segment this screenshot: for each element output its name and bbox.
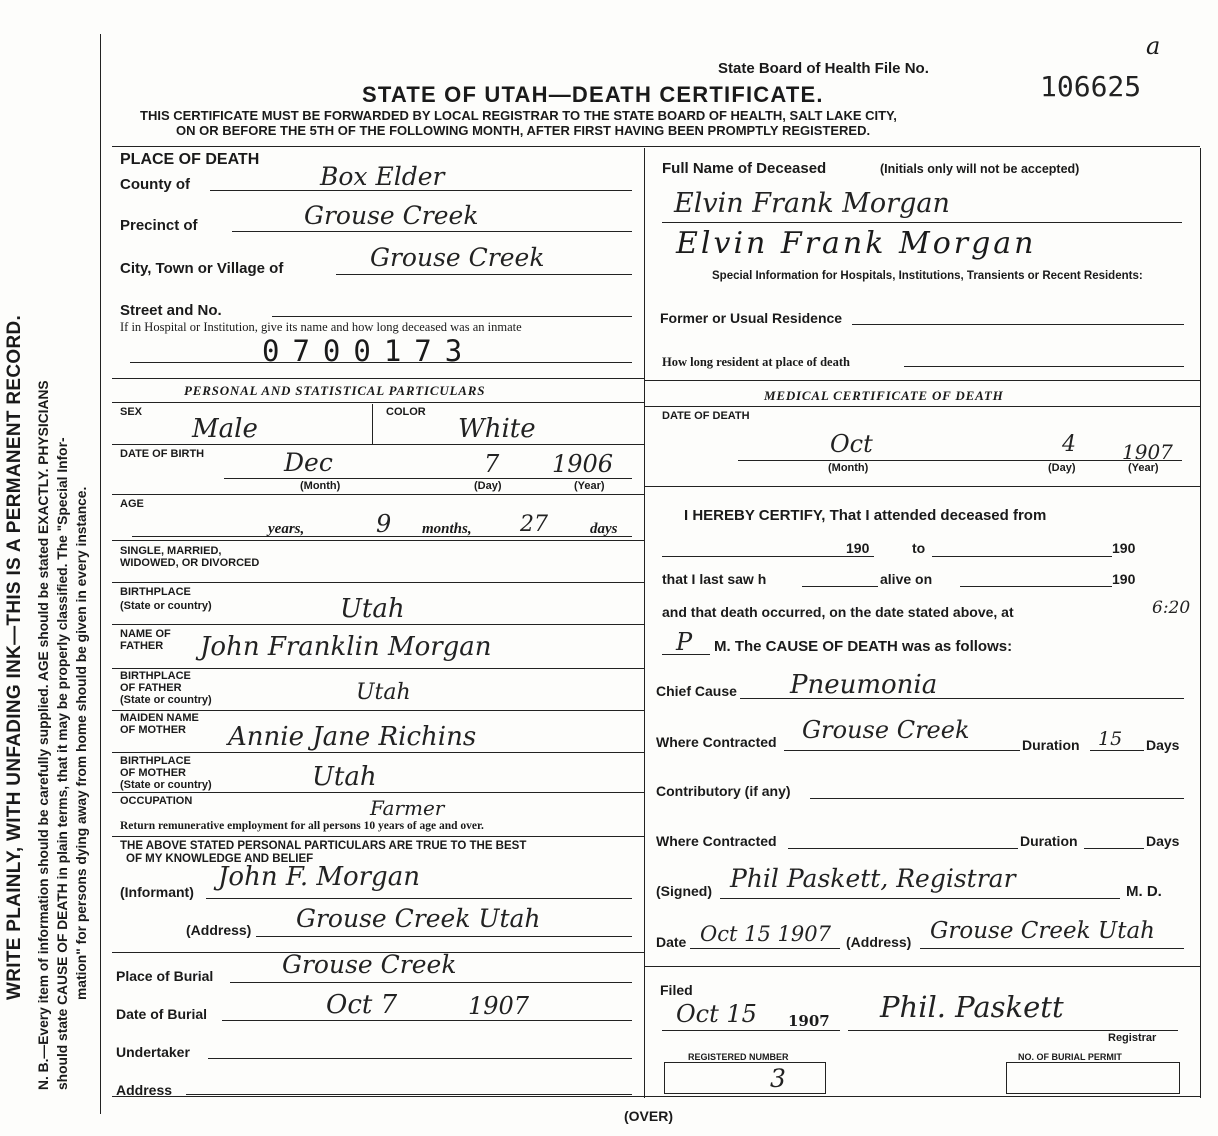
note-line-1: N. B.—Every item of information should be carefully supplied. AGE should be stated EXACTLY. PHYSICIANS [36, 380, 51, 1090]
mother-birthplace-value: Utah [312, 762, 377, 792]
note-line-2: should state CAUSE OF DEATH in plain terms, that it may be properly classified. The "Special Infor- [55, 437, 70, 1090]
street-label: Street and No. [120, 302, 222, 319]
father-name-value: John Franklin Morgan [200, 632, 492, 662]
burial-address-label: Address [116, 1082, 173, 1098]
city-line [336, 274, 632, 275]
certify-190b: 190 [1112, 540, 1136, 556]
certify-to: to [912, 540, 926, 556]
chief-cause-value: Pneumonia [790, 670, 938, 700]
birthplace-value: Utah [340, 594, 405, 624]
over-label: (OVER) [624, 1108, 673, 1124]
death-occurred-label: and that death occurred, on the date stated above, at [662, 604, 1014, 620]
duration-line [1090, 750, 1144, 751]
last-saw-h-line [802, 586, 878, 587]
dob-line [224, 478, 632, 479]
md-label: M. D. [1126, 883, 1162, 900]
pm-line [662, 654, 710, 655]
filed-date-value: Oct 15 [676, 1000, 757, 1028]
color-value: White [458, 414, 536, 444]
personal-heading: PERSONAL AND STATISTICAL PARTICULARS [184, 383, 486, 398]
undertaker-line [208, 1058, 632, 1059]
father-bp-label-3: (State or country) [120, 694, 212, 706]
top-form-rule [112, 146, 1200, 147]
occupation-note: Return remunerative employment for all persons 10 years of age and over. [120, 820, 484, 832]
filed-label: Filed [660, 982, 693, 998]
sex-label: SEX [120, 406, 143, 418]
marital-label-2: WIDOWED, OR DIVORCED [120, 557, 260, 569]
mother-row-bottom [112, 752, 644, 753]
former-residence-label: Former or Usual Residence [660, 310, 843, 326]
where-contracted-label: Where Contracted [656, 734, 777, 750]
burial-permit-box [1006, 1062, 1180, 1094]
death-time-value: 6:20 [1152, 598, 1191, 618]
city-value: Grouse Creek [370, 243, 545, 272]
marital-row-bottom [112, 582, 644, 583]
dod-year: 1907 [1122, 440, 1173, 464]
precinct-line [232, 231, 632, 232]
birthplace-label-2: (State or country) [120, 600, 212, 612]
left-border [100, 34, 101, 1114]
where-contracted-2-label: Where Contracted [656, 833, 777, 849]
forwarding-instruction-2: ON OR BEFORE THE 5TH OF THE FOLLOWING MONTH, AFTER FIRST HAVING BEEN PROMPTLY REGISTERED. [176, 123, 871, 138]
burial-place-line [230, 982, 632, 983]
dob-month-caption: (Month) [300, 480, 341, 492]
bottom-form-rule [112, 1096, 1200, 1097]
signed-label: (Signed) [656, 883, 712, 899]
cert-address-value: Grouse Creek Utah [930, 918, 1155, 944]
dob-row-bottom [112, 494, 644, 495]
father-bp-row-bottom [112, 710, 644, 711]
duration-2-line [1084, 848, 1144, 849]
dob-year-caption: (Year) [574, 480, 605, 492]
burial-date-label: Date of Burial [116, 1006, 208, 1022]
mother-bp-label-1: BIRTHPLACE [120, 755, 191, 767]
father-bp-label-2: OF FATHER [120, 682, 182, 694]
marital-label-1: SINGLE, MARRIED, [120, 545, 222, 557]
certificate-title: STATE OF UTAH—DEATH CERTIFICATE. [362, 82, 824, 107]
cert-date-label: Date [656, 934, 687, 950]
deceased-name-label: Full Name of Deceased [662, 160, 827, 177]
hospital-label: If in Hospital or Institution, give its name and how long deceased was an inmate [120, 320, 522, 334]
forwarding-instruction-1: THIS CERTIFICATE MUST BE FORWARDED BY LOCAL REGISTRAR TO THE STATE BOARD OF HEALTH, SALT LAKE CITY, [140, 108, 897, 123]
filed-section-rule [644, 966, 1200, 967]
informant-address-value: Grouse Creek Utah [296, 904, 541, 933]
true-statement-2: OF MY KNOWLEDGE AND BELIEF [126, 853, 314, 865]
precinct-value: Grouse Creek [304, 201, 479, 230]
duration-label: Duration [1022, 737, 1080, 753]
burial-permit-label: NO. OF BURIAL PERMIT [1018, 1052, 1122, 1062]
dod-day-caption: (Day) [1048, 462, 1076, 474]
burial-place-value: Grouse Creek [282, 950, 457, 979]
registered-number-label: REGISTERED NUMBER [688, 1052, 789, 1062]
dod-row-bottom [644, 486, 1200, 487]
alive-on-label: alive on [880, 571, 933, 587]
medical-heading: MEDICAL CERTIFICATE OF DEATH [764, 388, 1004, 403]
last-saw-190: 190 [1112, 571, 1136, 587]
personal-section-rule [112, 378, 644, 379]
certify-from-line [662, 556, 874, 557]
chief-cause-label: Chief Cause [656, 683, 737, 699]
mother-label-2: OF MOTHER [120, 724, 186, 736]
color-label: COLOR [386, 406, 426, 418]
city-label: City, Town or Village of [120, 260, 284, 277]
where-contracted-2-line [788, 848, 1018, 849]
permanent-record-warning: WRITE PLAINLY, WITH UNFADING INK—THIS IS A PERMANENT RECORD. [4, 314, 25, 1000]
father-bp-label-1: BIRTHPLACE [120, 670, 191, 682]
right-border [1200, 148, 1201, 1098]
age-days-label: days [590, 521, 618, 537]
deceased-name-script: Elvin Frank Morgan [674, 188, 950, 219]
father-row-bottom [112, 668, 644, 669]
mother-bp-row-bottom [112, 792, 644, 793]
duration-2-label: Duration [1020, 833, 1078, 849]
registrar-signature: Phil. Paskett [880, 990, 1064, 1024]
registered-number-box [664, 1062, 826, 1094]
occupation-value: Farmer [370, 796, 445, 820]
age-months-value: 9 [376, 510, 392, 538]
registered-number-value: 3 [770, 1064, 786, 1093]
how-long-label: How long resident at place of death [662, 355, 850, 369]
burial-date-year: 1907 [468, 992, 530, 1020]
dod-day: 4 [1062, 432, 1076, 457]
file-no-label: State Board of Health File No. [718, 60, 929, 77]
contributory-line [810, 798, 1184, 799]
duration-value: 15 [1098, 728, 1123, 750]
sex-color-divider [372, 404, 373, 444]
dob-day: 7 [484, 450, 500, 478]
informant-value: John F. Morgan [218, 862, 420, 892]
filed-date-line [662, 1030, 840, 1031]
death-pm-value: P [676, 628, 693, 656]
certify-190a: 190 [846, 540, 870, 556]
medical-section-rule [644, 380, 1200, 381]
burial-address-line [186, 1094, 632, 1095]
place-of-death-heading: PLACE OF DEATH [120, 151, 260, 168]
occupation-label: OCCUPATION [120, 795, 193, 807]
cause-intro: M. The CAUSE OF DEATH was as follows: [714, 638, 1013, 655]
precinct-label: Precinct of [120, 217, 198, 234]
special-info-label: Special Information for Hospitals, Institutions, Transients or Recent Residents: [712, 270, 1143, 282]
informant-label: (Informant) [120, 884, 194, 900]
deceased-name-print: Elvin Frank Morgan [676, 226, 1037, 261]
how-long-line [904, 366, 1184, 367]
county-label: County of [120, 176, 190, 193]
where-contracted-value: Grouse Creek [802, 716, 970, 744]
true-statement-1: THE ABOVE STATED PERSONAL PARTICULARS ARE TRUE TO THE BEST [120, 840, 527, 852]
registrar-line [848, 1030, 1178, 1031]
age-label: AGE [120, 498, 144, 510]
burial-date-line [222, 1020, 632, 1021]
stamped-number: 0700173 [262, 334, 476, 368]
certify-to-line [932, 556, 1112, 557]
dod-month-caption: (Month) [828, 462, 869, 474]
dob-day-caption: (Day) [474, 480, 502, 492]
mother-bp-label-2: OF MOTHER [120, 767, 186, 779]
days-2-label: Days [1146, 833, 1180, 849]
alive-on-line [960, 586, 1112, 587]
informant-line [206, 898, 632, 899]
dod-year-caption: (Year) [1128, 462, 1159, 474]
certify-line-1: I HEREBY CERTIFY, That I attended deceased from [684, 507, 1047, 524]
father-birthplace-value: Utah [356, 680, 411, 705]
sex-row-top [112, 402, 644, 403]
informant-address-line [256, 936, 632, 937]
birthplace-row-bottom [112, 624, 644, 625]
left-margin-notes [0, 0, 96, 1136]
dod-label: DATE OF DEATH [662, 410, 750, 422]
dob-year: 1906 [552, 450, 614, 478]
street-line [272, 316, 632, 317]
center-divider [644, 148, 645, 1098]
burial-date-value: Oct 7 [326, 990, 398, 1020]
father-label-2: FATHER [120, 640, 164, 652]
age-months-label: months, [422, 521, 472, 537]
days-label: Days [1146, 737, 1180, 753]
dod-line [738, 460, 1182, 461]
mother-name-value: Annie Jane Richins [228, 722, 477, 752]
birthplace-label-1: BIRTHPLACE [120, 586, 191, 598]
dob-label: DATE OF BIRTH [120, 448, 205, 460]
deceased-name-note: (Initials only will not be accepted) [880, 162, 1080, 176]
filed-year-value: 1907 [788, 1012, 830, 1030]
registrar-label: Registrar [1108, 1032, 1157, 1044]
father-label-1: NAME OF [120, 628, 171, 640]
cert-date-line [690, 948, 840, 949]
dod-month: Oct [830, 430, 873, 458]
medical-heading-bottom [644, 406, 1200, 407]
informant-address-label: (Address) [186, 922, 252, 938]
signed-line [720, 898, 1120, 899]
county-value: Box Elder [320, 162, 445, 191]
sex-row-bottom [112, 444, 644, 445]
signed-value: Phil Paskett, Registrar [730, 864, 1016, 893]
last-saw-label: that I last saw h [662, 571, 767, 587]
note-line-3: mation" for persons dying away from home should be given in every instance. [74, 486, 89, 1000]
cert-address-label: (Address) [846, 934, 912, 950]
occupation-row-bottom [112, 836, 644, 837]
mother-bp-label-3: (State or country) [120, 779, 212, 791]
deceased-name-line-1 [662, 222, 1182, 223]
mother-label-1: MAIDEN NAME [120, 712, 199, 724]
age-years-label: years, [268, 521, 305, 537]
file-no-value: 106625 [1040, 70, 1142, 103]
where-contracted-line [784, 750, 1020, 751]
age-days-value: 27 [520, 512, 548, 537]
undertaker-label: Undertaker [116, 1044, 190, 1060]
corner-mark: a [1146, 32, 1161, 60]
contributory-label: Contributory (if any) [656, 783, 791, 799]
cert-address-line [920, 948, 1184, 949]
dob-month: Dec [284, 448, 333, 477]
age-row-bottom [112, 540, 644, 541]
cert-date-value: Oct 15 1907 [700, 922, 831, 946]
former-residence-line [852, 324, 1184, 325]
burial-place-label: Place of Burial [116, 968, 214, 984]
sex-value: Male [192, 414, 258, 444]
